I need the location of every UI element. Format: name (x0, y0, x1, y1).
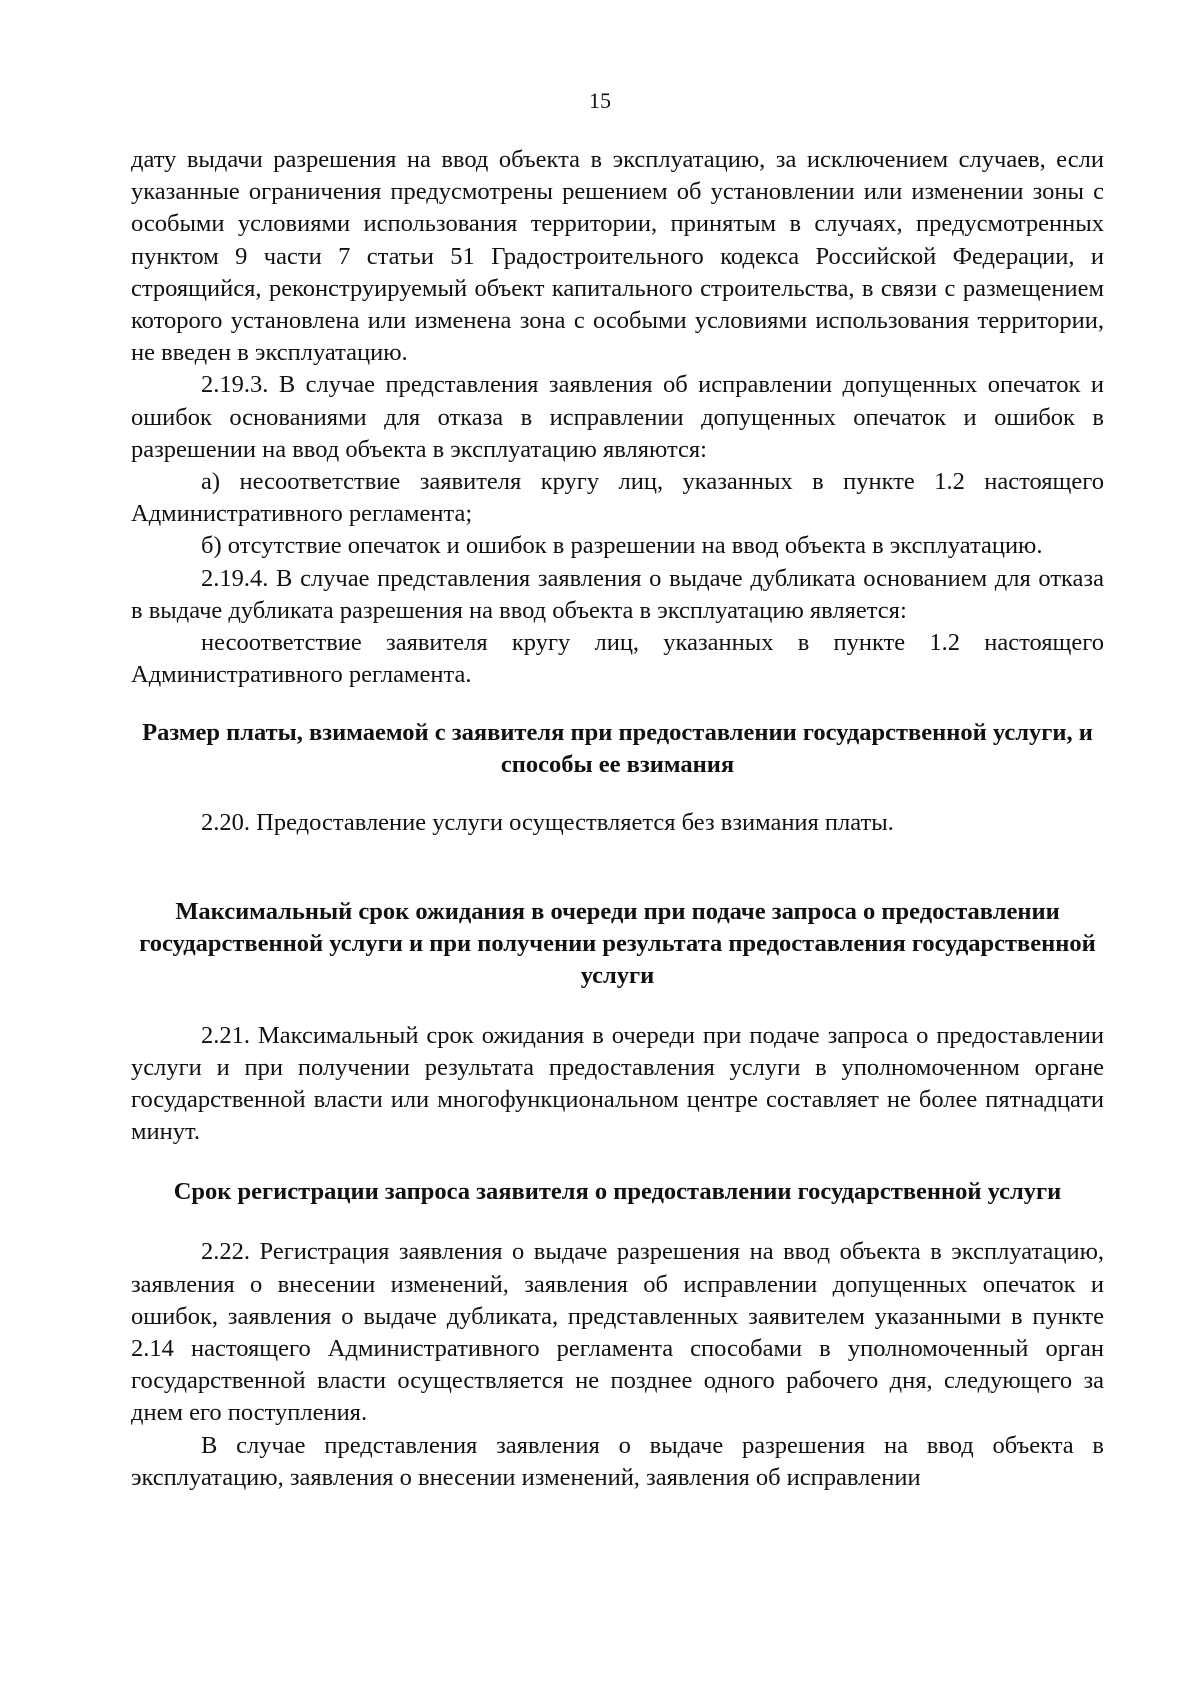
heading-registration-term: Срок регистрации запроса заявителя о предоставлении государственной услуги (173, 1178, 1062, 1206)
paragraph-2-22: 2.22. Регистрация заявления о выдаче разрешения на ввод объекта в эксплуатацию, заявления о внесении изменений, заявления об исправлении допущенных опечаток и ошибок, заявления о выдаче дубликата, представленных заявителем указанными в пункте 2.14 настоящего Административного регламента способами в уполномоченный орган государственной власти осуществляется не позднее одного рабочего дня, следующего за днем его поступления. (131, 1238, 1104, 1427)
paragraph-2-19-4: 2.19.4. В случае представления заявления о выдаче дубликата основанием для отказа в выдаче дубликата разрешения на ввод объекта в эксплуатацию является: (131, 564, 1104, 624)
paragraph-2-19-3: 2.19.3. В случае представления заявления об исправлении допущенных опечаток и ошибок основаниями для отказа в исправлении допущенных опечаток и ошибок в разрешении на ввод объекта в эксплуатацию являются: (131, 371, 1104, 463)
paragraph-continuation: дату выдачи разрешения на ввод объекта в эксплуатацию, за исключением случаев, если указанные ограничения предусмотрены решением об установлении или изменении зоны с особыми условиями использования территории, принятым в случаях, предусмотренных пунктом 9 части 7 статьи 51 Градостроительного кодекса Российской Федерации, и строящийся, реконструируемый объект капитального строительства, в связи с размещением которого установлена или изменена зона с особыми условиями использования территории, не введен в эксплуатацию. (131, 146, 1104, 367)
heading-fee: Размер платы, взимаемой с заявителя при предоставлении государственной услуги, и способы ее взимания (142, 719, 1093, 779)
paragraph-2-22-continued: В случае представления заявления о выдаче разрешения на ввод объекта в эксплуатацию, заявления о внесении изменений, заявления об исправлении (131, 1431, 1104, 1491)
paragraph-2-19-4-item: несоответствие заявителя кругу лиц, указанных в пункте 1.2 настоящего Административного регламента. (131, 629, 1104, 689)
document-body (131, 144, 1104, 1494)
paragraph-2-19-3-a: а) несоответствие заявителя кругу лиц, указанных в пункте 1.2 настоящего Административного регламента; (131, 468, 1104, 528)
paragraph-2-19-3-b: б) отсутствие опечаток и ошибок в разрешении на ввод объекта в эксплуатацию. (201, 532, 1043, 560)
heading-queue-time: Максимальный срок ожидания в очереди при подаче запроса о предоставлении государственной услуги и при получении результата предоставления государственной услуги (139, 897, 1096, 989)
paragraph-2-21: 2.21. Максимальный срок ожидания в очереди при подаче запроса о предоставлении услуги и при получении результата предоставления услуги в уполномоченном органе государственной власти или многофункциональном центре составляет не более пятнадцати минут. (131, 1021, 1104, 1146)
paragraph-2-20: 2.20. Предоставление услуги осуществляется без взимания платы. (201, 809, 894, 837)
page-number: 15 (589, 88, 611, 113)
